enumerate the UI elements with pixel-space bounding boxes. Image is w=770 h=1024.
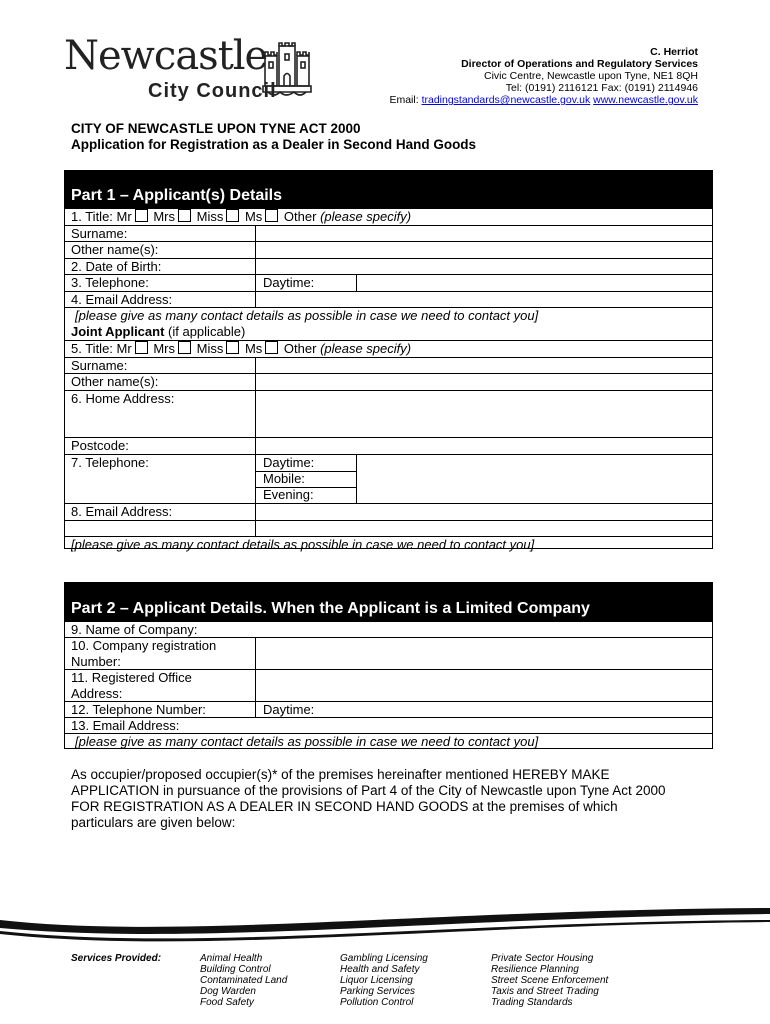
other-label: Other (283, 209, 317, 224)
other-names-field[interactable] (256, 242, 712, 258)
ms-checkbox[interactable] (265, 209, 278, 222)
other-names-label: Other name(s): (71, 242, 159, 257)
email-address-label-2: 8. Email Address: (71, 504, 173, 519)
home-address-label: 6. Home Address: (71, 391, 175, 406)
service-item: Resilience Planning (491, 964, 579, 975)
please-specify-note: (please specify) (320, 209, 412, 224)
services-col1 (200, 953, 287, 1008)
miss-label-2: Miss (196, 341, 224, 356)
reg-number-label-2: Number: (71, 654, 121, 669)
miss-label: Miss (196, 209, 224, 224)
footer-swoosh-graphic (0, 900, 770, 950)
mobile-label-2: Mobile: (263, 471, 305, 486)
service-item: Street Scene Enforcement (491, 975, 609, 986)
contact-note-row-2 (65, 536, 712, 553)
part2-section (64, 582, 713, 749)
service-item: Food Safety (200, 997, 254, 1008)
act-title: CITY OF NEWCASTLE UPON TYNE ACT 2000 (71, 121, 361, 136)
surname-label-2: Surname: (71, 358, 128, 373)
mr-checkbox-2[interactable] (135, 341, 148, 354)
logo-subtitle: City Council (148, 80, 277, 102)
service-item: Liquor Licensing (340, 975, 413, 986)
company-telephone-row (65, 701, 712, 717)
contact-role: Director of Operations and Regulatory Services (461, 58, 698, 70)
company-email-row (65, 717, 712, 733)
declaration-text: As occupier/proposed occupier(s)* of the premises hereinafter mentioned HEREBY MAKE APPLICATION in pursuance of the provisions of Part 4 of the City of Newcastle upon Tyne Act 2000 FOR REGISTRATION AS A DEALER IN SECOND HAND GOODS at the premises of which particulars are given below: (71, 767, 666, 830)
miss-checkbox[interactable] (226, 209, 239, 222)
miss-checkbox-2[interactable] (226, 341, 239, 354)
joint-applicant-label: Joint Applicant (71, 324, 165, 339)
reg-office-label-2: Address: (71, 686, 123, 701)
company-telephone-label: 12. Telephone Number: (71, 702, 206, 717)
postcode-field[interactable] (256, 438, 712, 454)
title-label: 1. Title: Mr (71, 209, 132, 224)
dob-field[interactable] (256, 259, 712, 274)
part1-heading: Part 1 – Applicant(s) Details (65, 171, 712, 208)
services-label: Services Provided: (71, 953, 162, 964)
daytime-field-2[interactable] (357, 455, 712, 471)
daytime-label: Daytime: (263, 275, 315, 290)
email-field[interactable] (256, 292, 712, 307)
telephone-row (65, 274, 712, 291)
service-item: Pollution Control (340, 997, 414, 1008)
blank-row (65, 520, 712, 536)
mrs-label-2: Mrs (153, 341, 175, 356)
reg-number-label-1: 10. Company registration (71, 638, 217, 653)
postcode-row (65, 437, 712, 454)
surname-row (65, 225, 712, 241)
contact-phone: Tel: (0191) 2116121 Fax: (0191) 2114946 (505, 82, 698, 94)
ms-label-2: Ms (244, 341, 263, 356)
service-item: Animal Health (200, 953, 263, 964)
ms-label: Ms (244, 209, 263, 224)
daytime-field[interactable] (357, 275, 712, 291)
other-names-row (65, 241, 712, 258)
reg-office-row (65, 669, 712, 701)
services-col3 (491, 953, 608, 1008)
surname-field[interactable] (256, 226, 712, 241)
service-item: Dog Warden (200, 986, 256, 997)
title-label-2: 5. Title: Mr (71, 341, 132, 356)
joint-applicant-row (65, 324, 712, 340)
email-field-2[interactable] (256, 504, 712, 520)
service-item: Building Control (200, 964, 271, 975)
surname-label: Surname: (71, 226, 128, 241)
please-specify-note-2: (please specify) (320, 341, 412, 356)
telephone-label-2: 7. Telephone: (71, 455, 149, 470)
reg-office-label-1: 11. Registered Office (71, 670, 192, 685)
part1-section (64, 170, 713, 552)
service-item: Taxis and Street Trading (491, 986, 599, 997)
company-email-label: 13. Email Address: (71, 718, 180, 733)
contact-address: Civic Centre, Newcastle upon Tyne, NE1 8QH (484, 70, 698, 82)
daytime-label-2: Daytime: (263, 455, 315, 470)
castle-crest-icon (262, 42, 312, 98)
company-daytime-label: Daytime: (263, 702, 315, 717)
website-link[interactable]: www.newcastle.gov.uk (593, 94, 698, 106)
reg-number-row (65, 637, 712, 669)
reg-number-field[interactable] (256, 638, 712, 669)
logo-wordmark: Newcastle (64, 33, 268, 79)
email-address-label: 4. Email Address: (71, 292, 173, 307)
service-item: Private Sector Housing (491, 953, 594, 964)
email-row (65, 291, 712, 307)
surname-row-2 (65, 357, 712, 373)
mrs-checkbox[interactable] (178, 209, 191, 222)
postcode-label: Postcode: (71, 438, 129, 453)
email-row-2 (65, 503, 712, 520)
email-link[interactable]: tradingstandards@newcastle.gov.uk (421, 94, 591, 106)
company-contact-note-row (65, 733, 712, 749)
service-item: Contaminated Land (200, 975, 288, 986)
contact-block (389, 46, 698, 106)
home-address-field[interactable] (256, 391, 712, 437)
service-item: Gambling Licensing (340, 953, 428, 964)
mrs-checkbox-2[interactable] (178, 341, 191, 354)
company-daytime-field[interactable] (357, 702, 712, 717)
company-contact-note: [please give as many contact details as possible in case we need to contact you] (75, 734, 539, 749)
services-col2 (340, 953, 428, 1008)
contact-note: [please give as many contact details as possible in case we need to contact you] (75, 308, 539, 323)
other-label-2: Other (283, 341, 317, 356)
service-item: Trading Standards (491, 997, 573, 1008)
evening-label-2: Evening: (263, 487, 314, 502)
mrs-label: Mrs (153, 209, 175, 224)
company-email-field[interactable] (256, 718, 712, 733)
part2-heading: Part 2 – Applicant Details. When the Applicant is a Limited Company (65, 583, 712, 621)
other-names-row-2 (65, 373, 712, 390)
telephone-label: 3. Telephone: (71, 275, 149, 290)
mr-checkbox[interactable] (135, 209, 148, 222)
reg-office-field[interactable] (256, 670, 712, 701)
email-label: Email: (389, 94, 419, 106)
telephone-row-2 (65, 454, 712, 503)
contact-note-2: [please give as many contact details as possible in case we need to contact you] (71, 537, 535, 552)
surname-field-2[interactable] (256, 358, 712, 373)
title-row (65, 208, 712, 225)
company-name-field[interactable] (256, 622, 712, 637)
service-item: Health and Safety (340, 964, 420, 975)
dob-row (65, 258, 712, 274)
other-names-label-2: Other name(s): (71, 374, 159, 389)
other-names-field-2[interactable] (256, 374, 712, 390)
dob-label: 2. Date of Birth: (71, 259, 162, 274)
contact-name: C. Herriot (650, 46, 698, 58)
title-row-2 (65, 340, 712, 357)
ms-checkbox-2[interactable] (265, 341, 278, 354)
company-name-row (65, 621, 712, 637)
company-name-label: 9. Name of Company: (71, 622, 198, 637)
form-title: Application for Registration as a Dealer in Second Hand Goods (71, 137, 477, 152)
joint-applicant-note: (if applicable) (168, 324, 246, 339)
home-address-row (65, 390, 712, 437)
contact-note-row (65, 307, 712, 324)
service-item: Parking Services (340, 986, 416, 997)
